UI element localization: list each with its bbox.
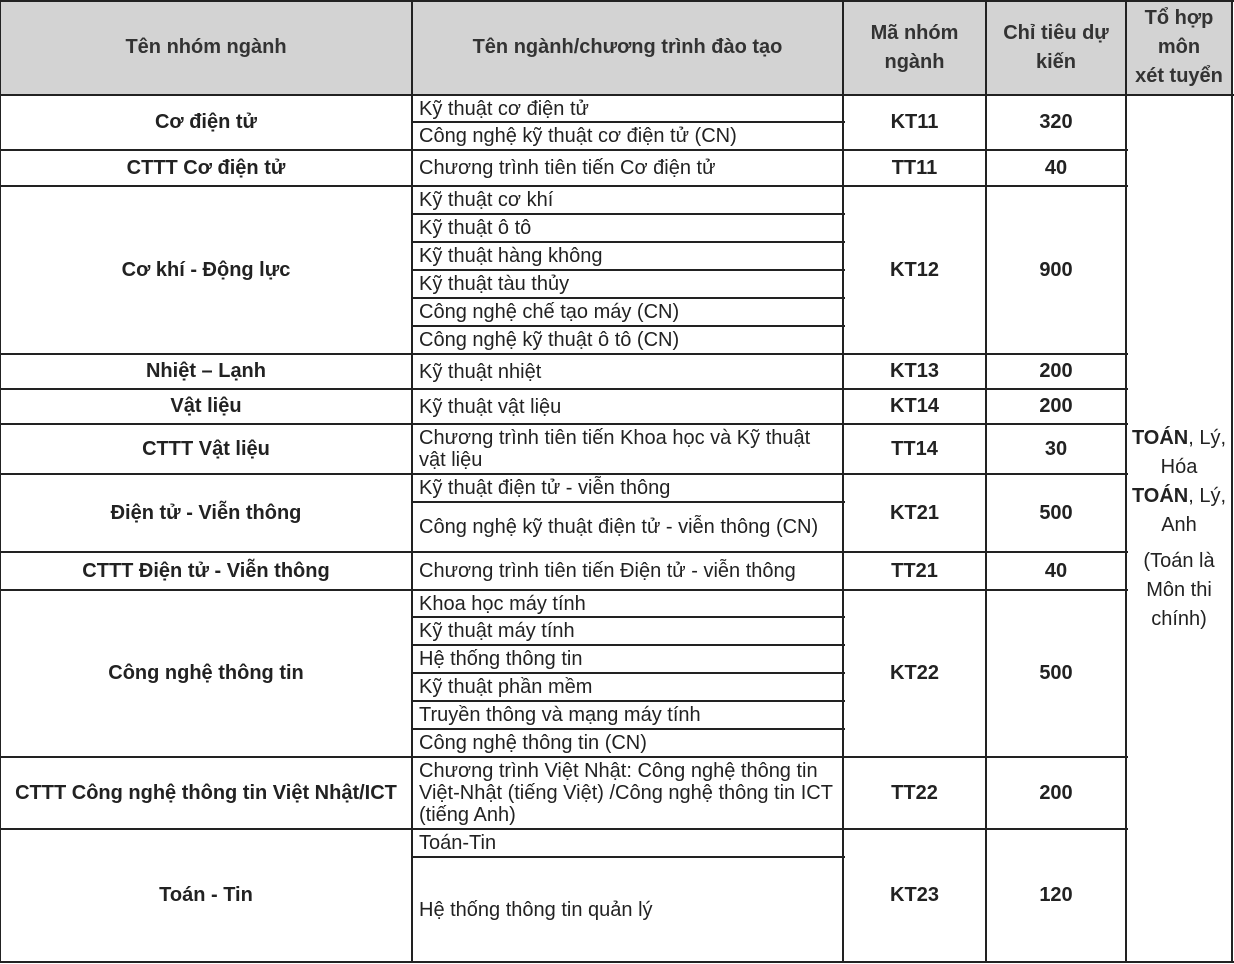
- group-quota-cell: 30: [1044, 437, 1068, 460]
- combo-line1-bold: TOÁN: [1131, 426, 1189, 449]
- program-cell: Kỹ thuật điện tử - viễn thông: [419, 477, 671, 499]
- header-combo: [1126, 0, 1232, 95]
- combo-line3-bold: TOÁN: [1131, 484, 1189, 507]
- group-quota-cell: 200: [1039, 395, 1073, 417]
- program-cell: Hệ thống thông tin quản lý: [419, 898, 653, 921]
- header-group-name: [0, 0, 412, 95]
- combo-note-line2: Môn thi: [1146, 578, 1212, 601]
- program-cell: Chương trình Việt Nhật: Công nghệ thông tin Việt-Nhật (tiếng Việt) /Công nghệ thông tin ICT (tiếng Anh): [419, 760, 833, 826]
- header-quota-line2: kiến: [1035, 50, 1077, 73]
- program-cell: Công nghệ chế tạo máy (CN): [419, 301, 680, 323]
- group-code-cell: TT14: [891, 437, 938, 460]
- program-cell: Kỹ thuật nhiệt: [419, 360, 542, 383]
- combo-line4: Anh: [1161, 513, 1197, 536]
- group-name-cell: CTTT Cơ điện tử: [126, 156, 286, 179]
- program-cell: Kỹ thuật máy tính: [419, 620, 575, 642]
- group-code-cell: KT22: [890, 662, 939, 684]
- group-quota-cell: 500: [1039, 662, 1073, 684]
- group-name-cell: CTTT Công nghệ thông tin Việt Nhật/ICT: [15, 781, 397, 804]
- combo-line1-rest: , Lý,: [1188, 426, 1227, 449]
- header-quota: [986, 0, 1126, 95]
- program-cell: Chương trình tiên tiến Cơ điện tử: [419, 157, 716, 179]
- group-name-cell: Vật liệu: [170, 395, 242, 417]
- group-name-cell: Toán - Tin: [159, 884, 253, 906]
- combo-cell: [1126, 95, 1232, 962]
- program-cell: Kỹ thuật hàng không: [419, 245, 603, 267]
- group-name-cell: Công nghệ thông tin: [108, 662, 304, 684]
- program-cell: Công nghệ kỹ thuật ô tô (CN): [419, 329, 680, 351]
- program-cell: Công nghệ kỹ thuật điện tử - viễn thông (CN): [419, 516, 819, 538]
- header-group-code: [843, 0, 986, 95]
- combo-line3-rest: , Lý,: [1188, 484, 1227, 507]
- group-quota-cell: 200: [1039, 781, 1073, 804]
- group-name-cell: Điện tử - Viễn thông: [110, 501, 302, 524]
- program-cell: Kỹ thuật cơ khí: [419, 189, 554, 211]
- group-quota-cell: 320: [1039, 111, 1073, 133]
- program-cell: Hệ thống thông tin: [419, 648, 583, 670]
- header-program-name: [412, 0, 843, 95]
- group-code-cell: KT12: [890, 258, 939, 281]
- header-combo-line3: xét tuyển: [1135, 65, 1223, 87]
- header-group-name-label: Tên nhóm ngành: [125, 36, 287, 58]
- group-code-cell: TT11: [891, 156, 938, 179]
- program-cell: Chương trình tiên tiến Khoa học và Kỹ thuật vật liệu: [419, 427, 811, 471]
- group-quota-cell: 120: [1039, 884, 1073, 906]
- header-combo-line2: môn: [1157, 36, 1201, 58]
- header-quota-line1: Chỉ tiêu dự: [1003, 21, 1109, 44]
- header-group-code-line2: ngành: [884, 50, 945, 73]
- group-quota-cell: 900: [1039, 258, 1073, 281]
- group-quota-cell: 500: [1039, 501, 1073, 524]
- group-code-cell: TT22: [891, 781, 938, 804]
- group-code-cell: KT14: [890, 395, 939, 417]
- group-name-cell: Cơ khí - Động lực: [121, 258, 291, 281]
- program-cell: Kỹ thuật cơ điện tử: [419, 97, 589, 120]
- group-name-cell: Cơ điện tử: [154, 111, 258, 133]
- header-group-code-line1: Mã nhóm: [870, 21, 959, 44]
- header-combo-line1: Tổ hợp: [1144, 7, 1214, 29]
- program-cell: Công nghệ kỹ thuật cơ điện tử (CN): [419, 125, 737, 147]
- group-quota-cell: 40: [1044, 559, 1068, 582]
- group-name-cell: CTTT Điện tử - Viễn thông: [82, 559, 330, 582]
- group-quota-cell: 200: [1039, 360, 1073, 382]
- combo-note-line1: (Toán là: [1143, 549, 1215, 572]
- program-cell: Kỹ thuật ô tô: [419, 217, 532, 239]
- program-cell: Truyền thông và mạng máy tính: [419, 704, 701, 726]
- program-cell: Kỹ thuật vật liệu: [419, 395, 562, 418]
- group-code-cell: TT21: [891, 559, 938, 582]
- program-cell: Công nghệ thông tin (CN): [419, 732, 647, 754]
- group-quota-cell: 40: [1044, 156, 1068, 179]
- program-cell: Chương trình tiên tiến Điện tử - viễn thông: [419, 560, 796, 582]
- combo-note-line3: chính): [1151, 607, 1207, 630]
- combo-line1: [1132, 424, 1226, 453]
- group-code-cell: KT21: [890, 501, 939, 524]
- combo-line2: Hóa: [1160, 455, 1198, 478]
- header-program-name-label: Tên ngành/chương trình đào tạo: [472, 36, 783, 58]
- group-code-cell: KT13: [890, 360, 939, 382]
- program-cell: Toán-Tin: [419, 832, 497, 854]
- program-cell: Kỹ thuật phần mềm: [419, 676, 593, 698]
- group-name-cell: CTTT Vật liệu: [142, 437, 270, 460]
- group-code-cell: KT11: [890, 111, 939, 133]
- group-code-cell: KT23: [890, 884, 939, 906]
- group-name-cell: Nhiệt – Lạnh: [145, 360, 266, 382]
- program-cell: Khoa học máy tính: [419, 592, 586, 615]
- program-cell: Kỹ thuật tàu thủy: [419, 273, 570, 295]
- combo-line3: [1132, 482, 1226, 511]
